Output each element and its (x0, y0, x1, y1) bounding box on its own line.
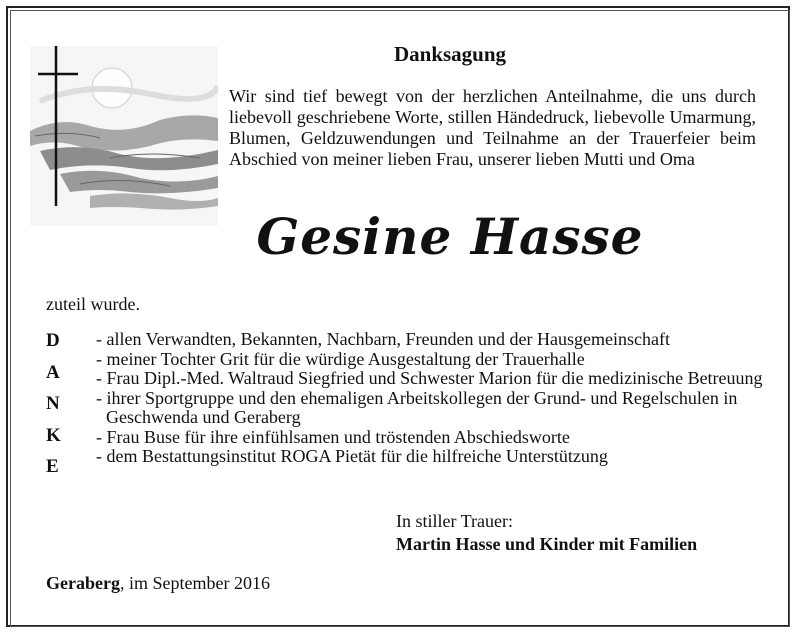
danke-letter: A (46, 361, 60, 383)
danke-letter: E (46, 456, 59, 477)
place-date (46, 573, 270, 594)
danke-letter: N (46, 393, 60, 414)
cross-sea-sun-illustration (30, 46, 218, 226)
thanks-item: - allen Verwandten, Bekannten, Nachbarn, Freunden und der Hausgemeinschaft (96, 329, 670, 349)
intro-text: Wir sind tief bewegt von der herzlichen Anteilnahme, die uns durch liebevoll geschriebene Worte, stillen Händedruck, liebevolle Umarmung, Blumen, Geldzuwendungen und Teilnahme an der Trauerfeier beim Abschied von meiner lieben Frau, unserer lieben Mutti und Oma (229, 86, 756, 169)
deceased-name: Gesine Hasse (256, 207, 644, 266)
notice-title: Danksagung (393, 42, 507, 66)
closing-phrase: In stiller Trauer: (396, 511, 513, 531)
thanks-item: - Frau Buse für ihre einfühlsamen und tröstenden Abschiedsworte (96, 426, 570, 447)
thanks-list (96, 330, 776, 467)
danke-vertical (46, 330, 70, 488)
intro-suffix: zuteil wurde. (46, 294, 140, 314)
thanks-item: - ihrer Sportgruppe und den ehemaligen Arbeitskollegen der Grund- und Regelschulen in Geschwenda und Geraberg (96, 387, 738, 427)
danke-letter: D (46, 330, 60, 351)
place-name: Geraberg (46, 573, 120, 593)
thanks-item: - meiner Tochter Grit für die würdige Ausgestaltung der Trauerhalle (96, 348, 585, 369)
danke-letter: K (46, 424, 61, 446)
date-text: , im September 2016 (119, 573, 270, 593)
thanks-item: - Frau Dipl.-Med. Waltraud Siegfried und Schwester Marion für die medizinische Betreuung (96, 368, 763, 388)
thanks-item: - dem Bestattungsinstitut ROGA Pietät für die hilfreiche Unterstützung (96, 446, 608, 466)
signature: Martin Hasse und Kinder mit Familien (396, 534, 698, 554)
